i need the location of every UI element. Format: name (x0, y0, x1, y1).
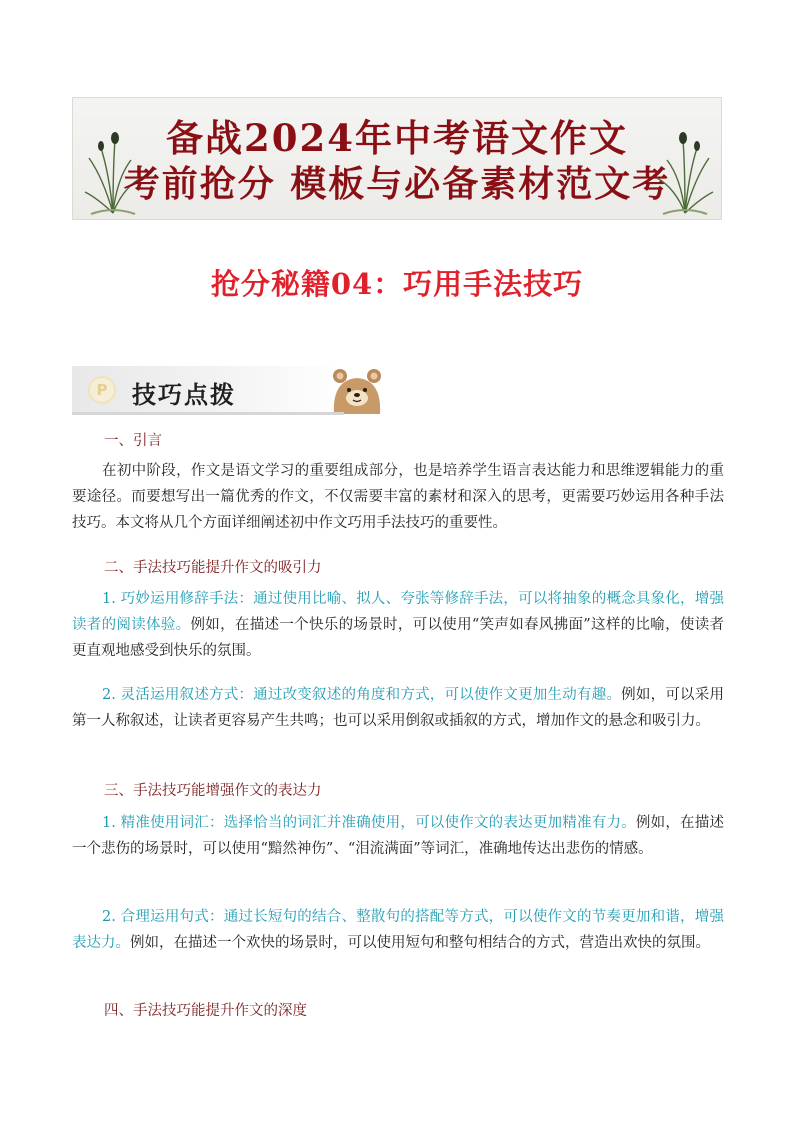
section-3-item-2-highlight: 2. 合理运用句式：通过长短句的结合、整散句的搭配等方式，可以使作文的节奏更加和谐，增强表达力。 (72, 909, 724, 951)
section-3-item-1 (72, 810, 724, 862)
bear-mascot-icon (330, 366, 390, 414)
section-2-item-1-example: 例如，在描述一个快乐的场景时，可以使用“笑声如春风拂面”这样的比喻，使读者更直观地感受到快乐的氛围。 (72, 617, 725, 659)
section-3-item-2 (72, 904, 724, 956)
title-banner (72, 97, 722, 220)
section-2-item-1 (72, 586, 724, 664)
tip-section-header (72, 366, 344, 414)
section-3-item-1-example: 例如，在描述一个悲伤的场景时，可以使用“黯然神伤”、“泪流满面”等词汇，准确地传达出悲伤的情感。 (72, 815, 724, 857)
tip-bar-underline (72, 412, 344, 415)
banner-title-line1: 备战2024年中考语文作文 (166, 116, 628, 160)
section-2-item-2-highlight: 2. 灵活运用叙述方式：通过改变叙述的角度和方式，可以使作文更加生动有趣。 (102, 687, 622, 703)
section-3-item-1-highlight: 1. 精准使用词汇：选择恰当的词汇并准确使用，可以使作文的表达更加精准有力。 (102, 815, 636, 831)
section-2-title: 二、手法技巧能提升作文的吸引力 (104, 560, 322, 576)
section-2-item-2-example: 例如，可以采用第一人称叙述，让读者更容易产生共鸣；也可以采用倒叙或插叙的方式，增加作文的悬念和吸引力。 (72, 687, 724, 729)
section-4-title: 四、手法技巧能提升作文的深度 (104, 1003, 307, 1019)
page-heading: 抢分秘籍04：巧用手法技巧 (210, 267, 584, 301)
p-badge-icon: P (88, 376, 116, 404)
tip-section-title: 技巧点拨 (132, 381, 236, 409)
section-1-paragraph: 在初中阶段，作文是语文学习的重要组成部分，也是培养学生语言表达能力和思维逻辑能力的重要途径。而要想写出一篇优秀的作文，不仅需要丰富的素材和深入的思考，更需要巧妙运用各种手法技巧。本文将从几个方面详细阐述初中作文巧用手法技巧的重要性。 (72, 463, 724, 531)
banner-title-line2: 考前抢分 模板与必备素材范文考 (123, 163, 671, 205)
orchid-decoration-icon (655, 118, 715, 218)
section-2-item-1-highlight: 1. 巧妙运用修辞手法：通过使用比喻、拟人、夸张等修辞手法，可以将抽象的概念具象化，增强读者的阅读体验。 (72, 591, 724, 633)
section-3-title: 三、手法技巧能增强作文的表达力 (104, 783, 322, 799)
section-3-item-2-example: 例如，在描述一个欢快的场景时，可以使用短句和整句相结合的方式，营造出欢快的氛围。 (130, 935, 710, 951)
section-2-item-2 (72, 682, 724, 734)
section-1-title: 一、引言 (104, 433, 162, 449)
